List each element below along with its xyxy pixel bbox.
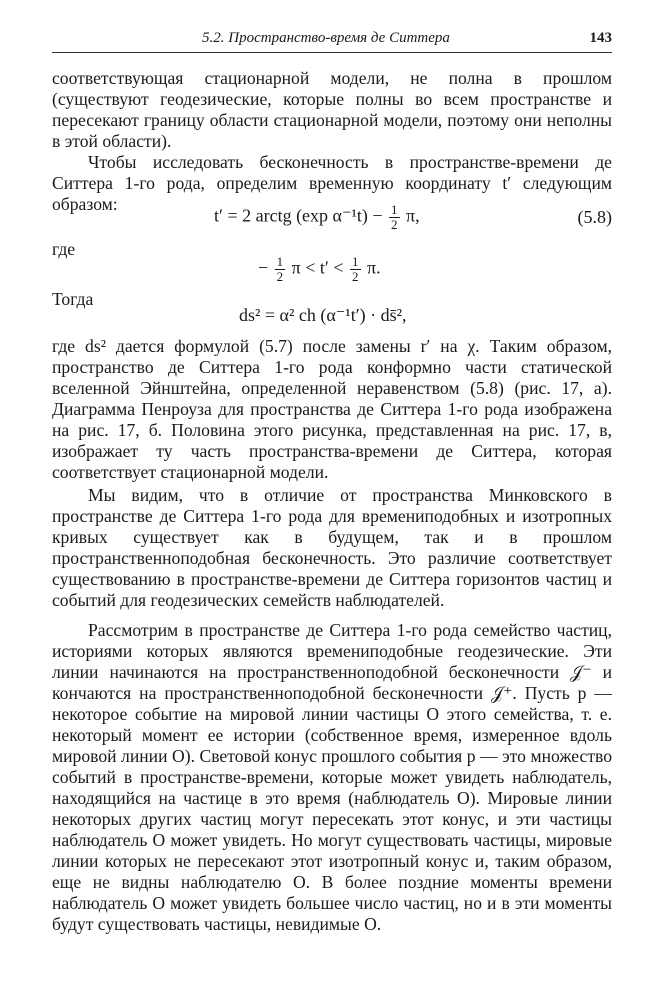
inequality-tail: π.	[367, 257, 381, 278]
page-number: 143	[589, 30, 612, 46]
equation-inequality	[258, 255, 381, 284]
equation-5-8	[214, 203, 420, 232]
running-header	[52, 26, 612, 52]
equation-metric: ds² = α² ch (α⁻¹t′) · ds̄²,	[239, 305, 407, 325]
paragraph-continued: соответствующая стационарной модели, не полна в прошлом (существуют геодезические, которые полны во всем пространстве и пересекают границу области стационарной модели, поэтому они неполны в этой области).	[52, 68, 612, 151]
header-rule	[52, 52, 612, 53]
fraction-half: $\frac{1}{2}$	[391, 202, 398, 232]
equation-number-5-8: (5.8)	[577, 207, 612, 227]
paragraph-particle-family: Рассмотрим в пространстве де Ситтера 1-го рода семейство частиц, историями которых являются времениподобные геодезические. Эти линии начинаются на пространственноподобной бесконечности 𝒥⁻ и кончаются на пространственноподобной бесконечности 𝒥⁺. Пусть p — некоторое событие на мировой линии частицы O этого семейства, т. е. некоторый момент ее истории (собственное время, измеренное вдоль мировой линии O). Световой конус прошлого события p — это множество событий в пространстве-времени, которые может увидеть наблюдатель, находящийся на частице в это время (наблюдатель O). Мировые линии некоторых других частиц могут пересекать этот конус, и эти частицы наблюдатель O может увидеть. Но могут существовать частицы, мировые линии которых не пересекают этот изотропный конус и, таким образом, еще не видны наблюдателю O. В более поздние моменты времени наблюдатель O может увидеть большее число частиц, но и в эти моменты будут существовать частицы, невидимые O.	[52, 620, 612, 934]
word-then: Тогда	[52, 289, 94, 309]
fraction-half-left: $\frac{1}{2}$	[276, 254, 284, 284]
equation-5-8-tail: π,	[406, 205, 420, 226]
word-where: где	[52, 239, 76, 259]
inequality-lead: −	[258, 257, 269, 278]
paragraph-horizons: Мы видим, что в отличие от пространства Минковского в пространстве де Ситтера 1-го рода для времениподобных и изотропных кривых существует как в будущем, так и в прошлом пространственноподобная бесконечность. Это различие соответствует существованию в пространстве-времени де Ситтера горизонтов частиц и событий для геодезических семейств наблюдателей.	[52, 485, 612, 610]
paragraph-conformal: где ds² дается формулой (5.7) после замены r′ на χ. Таким образом, пространство де Ситтера 1-го рода конформно части статической вселенной Эйнштейна, определенной неравенством (5.8) (рис. 17, a). Диаграмма Пенроуза для пространства де Ситтера 1-го рода изображена на рис. 17, б. Половина этого рисунка, представленная на рис. 17, в, изображает ту часть пространства-времени де Ситтера, которая соответствует стационарной модели.	[52, 336, 612, 482]
inequality-middle: π < t′ <	[291, 257, 344, 278]
fraction-half-right: $\frac{1}{2}$	[352, 254, 359, 284]
paragraph-time-coordinate: Чтобы исследовать бесконечность в пространстве-времени де Ситтера 1-го рода, определим временную координату t′ следующим образом:	[52, 152, 612, 214]
running-title: 5.2. Пространство-время де Ситтера	[202, 30, 450, 46]
equation-5-8-lhs: t′ = 2 arctg (exp α⁻¹t) −	[214, 205, 383, 226]
